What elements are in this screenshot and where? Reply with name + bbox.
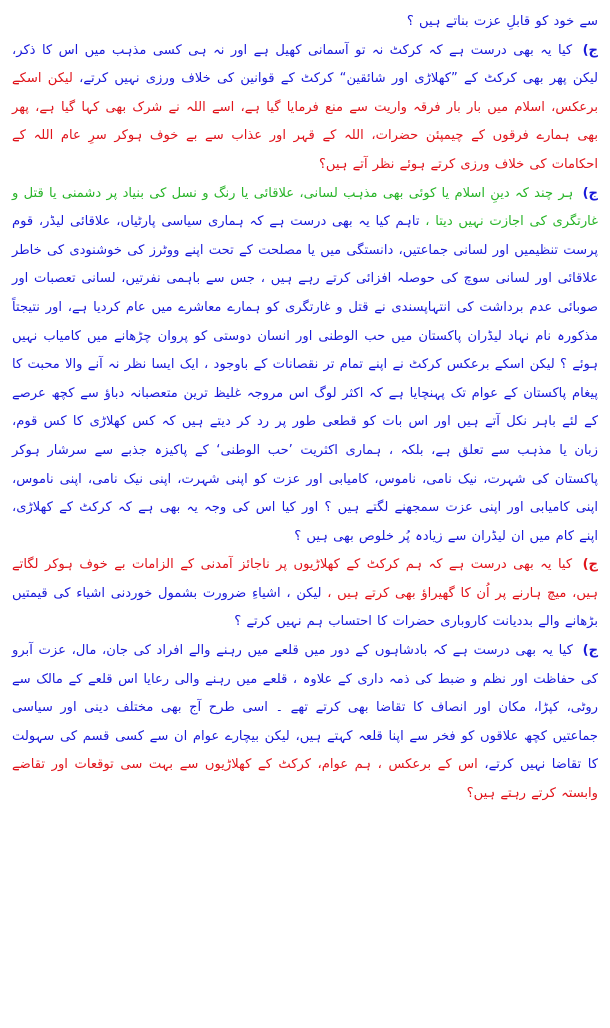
paragraph-fort: [12, 637, 598, 809]
answer-marker: ج): [582, 42, 598, 58]
paragraph-intro: [12, 8, 598, 37]
paragraph-text: کیا یہ بھی درست ہے کہ ہم کرکٹ کے کھلاڑیوں پر ناجائز آمدنی کے الزامات بے خوف ہوکر لگاتے ہیں، میچ ہارنے پر اُن کا گھیراؤ بھی کرتے ہیں ،: [12, 557, 598, 601]
answer-marker: ج): [582, 185, 598, 201]
paragraph-accusations: [12, 551, 598, 637]
paragraph-cricket-laws: [12, 37, 598, 180]
paragraph-text: سے خود کو قابلِ عزت بناتے ہیں ؟: [406, 14, 598, 29]
paragraph-text: تاہم کیا یہ بھی درست ہے کہ ہماری سیاسی پارٹیاں، علاقائی لیڈر، قوم پرست تنظیمیں اور لسانی جماعتیں، دانستگی میں یا مصلحت کے تحت اپنے ووٹرز کی خوشنودی کی خاطر علاقائی اور لسانی سوچ کی حوصلہ افزائی کرتے رہے ہیں ، جس سے باہمی نفرتیں، لسانی تعصبات اور صوبائی عدم برداشت کی انتہاپسندی نے قتل و غارتگری کو ہمارے معاشرے میں عام کردیا ہے، اور نتیجتاً مذکورہ نام نہاد لیڈران پاکستان میں حب الوطنی اور انسان دوستی کو پروان چڑھانے میں کامیاب نہیں ہوئے ؟: [12, 214, 598, 373]
answer-marker: ج): [582, 557, 598, 573]
paragraph-text: کیا یہ بھی درست ہے کہ بادشاہوں کے دور میں قلعے میں رہنے والے افراد کی جان، مال، عزت آبرو کی حفاظت اور نظم و ضبط کی ذمہ داری کے علاوہ ، قلعے میں رہنے والی رعایا اس قلعے کے مالک سے روٹی، کپڑا، مکان اور انصاف کا تقاضا بھی کرتے تھے ۔ اسی طرح آج بھی مختلف دینی اور سیاسی جماعتیں کچھ علاقوں کو فخر سے اپنا قلعہ کہتے ہیں، لیکن بیچارے عوام ان سے کسی قسم کی سہولت کا تقاضا نہیں کرتے،: [12, 643, 598, 773]
paragraph-text: لیکن اسکے برعکس، اسلام میں بار بار فرقہ واریت سے منع فرمایا گیا ہے، اسے اللہ نے شرک بھی کہا گیا ہے، پھر بھی ہمارے فرقوں کے چیمپئن حضرات، اللہ کے قہر اور عذاب سے بے خوف ہوکر سرِ عام اللہ کے احکامات کی خلاف ورزی کرتے ہوئے نظر آتے ہیں؟: [12, 71, 598, 172]
paragraph-text: کیا یہ بھی درست ہے کہ کرکٹ نہ تو آسمانی کھیل ہے اور نہ ہی کسی مذہب میں اس کا ذکر، لیکن پھر بھی کرکٹ کے ”کھلاڑی اور شائقین“ کرکٹ کے قوانین کی خلاف ورزی نہیں کرتے،: [12, 42, 598, 87]
answer-marker: ج): [582, 643, 599, 659]
paragraph-text: لیکن اسکے برعکس کرکٹ نے اپنے تمام تر نقصانات کے باوجود ، ایک ایسا نظر نہ آنے والا محبت کا پیغام پاکستان کے عوام تک پہنچایا ہے کہ اکثر لوگ اس مروجہ غلیظ ترین متعصبانہ دباؤ سے کچھ عرصے کے لئے باہر نکل آتے ہیں اور اس بات کو قطعی طور پر رد کر دیتے ہیں کہ کس کھلاڑی کا کس قوم، زبان یا مذہب سے تعلق ہے، بلکہ ، ہماری اکثریت ’حب الوطنی‘ کے پاکیزہ جذبے سے سرشار ہوکر پاکستان کی شہرت، نیک نامی، ناموس، کامیابی اور عزت کو اپنی شہرت، اپنی نیک نامی، اپنی ناموس، اپنی کامیابی اور اپنی عزت سمجھنے لگتے ہیں ؟ اور کیا اس کی وجہ یہ بھی ہے کہ کرکٹ کے کھلاڑی، اپنے کام میں ان لیڈران سے زیادہ پُر خلوص بھی ہیں ؟: [12, 357, 598, 544]
paragraph-text: ہر چند کہ دینِ اسلام یا کوئی بھی مذہب لسانی، علاقائی یا رنگ و نسل کی بنیاد پر دشمنی یا قتل و غارتگری کی اجازت نہیں دیتا ،: [12, 185, 598, 230]
paragraph-prejudice: [12, 180, 598, 552]
paragraph-text: اس کے برعکس ، ہم عوام، کرکٹ کے کھلاڑیوں سے بہت سی توقعات اور تقاضے وابستہ کرتے رہتے ہیں؟: [12, 757, 598, 802]
paragraph-text: لیکن ، اشیاءِ ضرورت بشمول خوردنی اشیاء کی قیمتیں بڑھانے والے بددیانت کاروباری حضرات کا احتساب ہم نہیں کرتے ؟: [12, 585, 598, 630]
